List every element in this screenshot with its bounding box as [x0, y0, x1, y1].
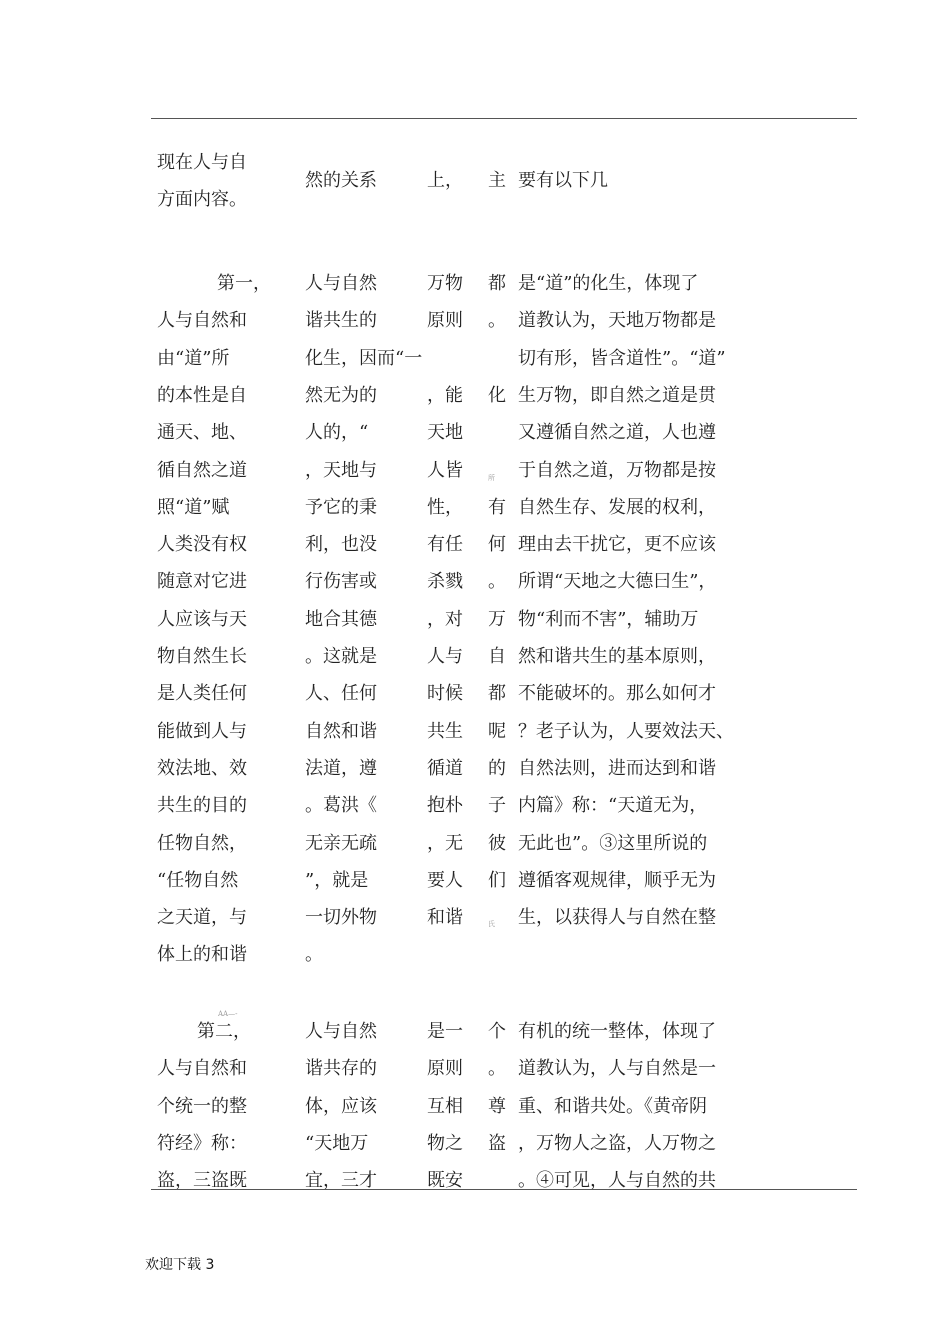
text-line: 人与自然 [305, 273, 377, 294]
text-line: 照“道”赋 [157, 496, 230, 518]
text-line: 原则 [427, 310, 463, 332]
text-line: 循自然之道 [157, 459, 247, 481]
text-line: 有 [488, 496, 506, 518]
text-line: 共生 [427, 720, 463, 742]
text-line: 于自然之道，万物都是按 [518, 459, 716, 481]
text-line: 人皆 [427, 459, 463, 481]
text-line: 。 [488, 571, 506, 593]
text-line: 无亲无疏 [305, 832, 377, 854]
text-line: 。 [488, 1058, 506, 1080]
text-line: 是人类任何 [157, 683, 247, 705]
text-line: 。④可见，人与自然的共 [518, 1170, 716, 1192]
text-line: 人与自然和 [157, 1058, 247, 1080]
text-line: 自 [488, 646, 506, 667]
text-line: “天地万 [305, 1132, 369, 1154]
text-line: 是一 [427, 1021, 463, 1042]
text-line: 现在人与自 [157, 152, 247, 173]
text-line: 时候 [427, 683, 463, 705]
text-line: 道教认为，天地万物都是 [518, 310, 716, 332]
text-line: ，对 [427, 608, 463, 630]
text-line: 第二， [197, 1021, 251, 1042]
text-line: 杀戮 [427, 571, 463, 593]
text-line: 一切外物 [305, 907, 377, 929]
text-line: 的 [488, 757, 506, 779]
text-line: 有机的统一整体，体现了 [518, 1021, 716, 1042]
text-line: ，无 [427, 832, 463, 854]
text-line: 人类没有权 [157, 534, 247, 556]
text-line: 由“道”所 [157, 347, 230, 369]
text-line: 人的，“ [305, 422, 369, 444]
footer-rule [151, 1189, 857, 1190]
text-line: 。葛洪《 [305, 795, 377, 817]
text-line: 人与自然 [305, 1021, 377, 1042]
text-line: 人、任何 [305, 683, 377, 705]
text-line: 自然生存、发展的权利， [518, 496, 716, 518]
text-line: 利，也没 [305, 534, 377, 556]
text-line: 效法地、效 [157, 757, 247, 779]
text-line: 性， [427, 496, 463, 518]
text-line: 天地 [427, 422, 463, 444]
text-line: 要有以下几 [518, 170, 608, 191]
text-line: 体，应该 [305, 1095, 377, 1117]
text-line: 生，以获得人与自然在整 [518, 907, 716, 929]
text-line: 盗 [488, 1132, 506, 1154]
text-line: 予它的秉 [305, 496, 377, 518]
text-line: 共生的目的 [157, 795, 247, 817]
text-line: 又遵循自然之道，人也遵 [518, 422, 716, 444]
text-line: 遵循客观规律，顺乎无为 [518, 869, 716, 891]
text-line: 物自然生长 [157, 646, 247, 667]
text-line: 循道 [427, 757, 463, 779]
text-line: 内篇》称：“天道无为， [518, 795, 708, 817]
text-line: 万物 [427, 273, 463, 294]
text-line: 有任 [427, 534, 463, 556]
text-line: 生万物，即自然之道是贯 [518, 384, 716, 406]
scan-mark: 氏 [488, 920, 495, 928]
text-line: 子 [488, 795, 506, 817]
text-line: 的本性是自 [157, 384, 247, 406]
text-line: 主 [488, 170, 506, 191]
text-line: 然的关系 [305, 170, 377, 191]
text-line: 不能破坏的。那么如何才 [518, 683, 716, 705]
text-line: ？老子认为，人要效法天、 [518, 720, 734, 742]
text-line: 和谐 [427, 907, 463, 929]
text-line: 符经》称： [157, 1132, 247, 1154]
text-line: 第一， [217, 273, 271, 294]
text-line: 要人 [427, 869, 463, 891]
text-line: 呢 [488, 720, 506, 742]
scan-mark: AA—- [218, 1010, 238, 1018]
text-line: 切有形，皆含道性”。“道” [518, 347, 726, 369]
text-line: 既安 [427, 1170, 463, 1192]
text-line: 道教认为，人与自然是一 [518, 1058, 716, 1080]
text-line: 重、和谐共处。《黄帝阴 [518, 1095, 707, 1117]
text-line: 都 [488, 683, 506, 705]
scan-mark: 所 [488, 474, 495, 482]
text-line: 原则 [427, 1058, 463, 1080]
text-line: 任物自然， [157, 832, 247, 854]
text-line: 理由去干扰它，更不应该 [518, 534, 716, 556]
text-line: 盗，三盗既 [157, 1170, 247, 1192]
text-line: 自然和谐 [305, 720, 377, 742]
text-line: 彼 [488, 832, 506, 854]
text-line: 谐共存的 [305, 1058, 377, 1080]
text-line: 所谓“天地之大德曰生”， [518, 571, 717, 593]
text-line: 。 [305, 944, 323, 966]
text-line: 。 [488, 310, 506, 332]
text-line: 化生，因而“一 [305, 347, 423, 369]
text-line: 宜，三才 [305, 1170, 377, 1192]
text-line: 人应该与天 [157, 608, 247, 630]
text-line: 何 [488, 534, 506, 556]
text-line: 谐共生的 [305, 310, 377, 332]
text-line: 行伤害或 [305, 571, 377, 593]
text-line: ，天地与 [305, 459, 377, 481]
text-line: 物之 [427, 1132, 463, 1154]
text-line: 自然法则，进而达到和谐 [518, 757, 716, 779]
text-line: 随意对它进 [157, 571, 247, 593]
header-rule [151, 118, 857, 119]
text-line: 抱朴 [427, 795, 463, 817]
text-line: 互相 [427, 1095, 463, 1117]
text-line: 万 [488, 608, 506, 630]
text-line: 上， [427, 170, 463, 191]
text-line: 。这就是 [305, 646, 377, 667]
text-line: 然和谐共生的基本原则， [518, 646, 716, 667]
text-line: 之天道，与 [157, 907, 247, 929]
text-line: 地合其德 [305, 608, 377, 630]
text-line: 是“道”的化生，体现了 [518, 273, 699, 294]
text-line: 然无为的 [305, 384, 377, 406]
page-footer: 欢迎下载 3 [145, 1257, 215, 1273]
text-line: 体上的和谐 [157, 944, 247, 966]
text-line: 人与 [427, 646, 463, 667]
text-line: 通天、地、 [157, 422, 247, 444]
text-line: 个统一的整 [157, 1095, 247, 1117]
text-line: 法道，遵 [305, 757, 377, 779]
text-line: 个 [488, 1021, 506, 1042]
text-line: 能做到人与 [157, 720, 247, 742]
text-line: “任物自然 [157, 869, 239, 891]
text-line: ”，就是 [305, 869, 369, 891]
text-line: 无此也”。③这里所说的 [518, 832, 708, 854]
text-line: ，能 [427, 384, 463, 406]
text-line: 都 [488, 273, 506, 294]
text-line: 尊 [488, 1095, 506, 1117]
text-line: 化 [488, 384, 506, 406]
text-line: 人与自然和 [157, 310, 247, 332]
text-line: ，万物人之盗，人万物之 [518, 1132, 716, 1154]
text-line: 物“利而不害”，辅助万 [518, 608, 699, 630]
text-line: 们 [488, 869, 506, 891]
text-line: 方面内容。 [157, 189, 247, 211]
